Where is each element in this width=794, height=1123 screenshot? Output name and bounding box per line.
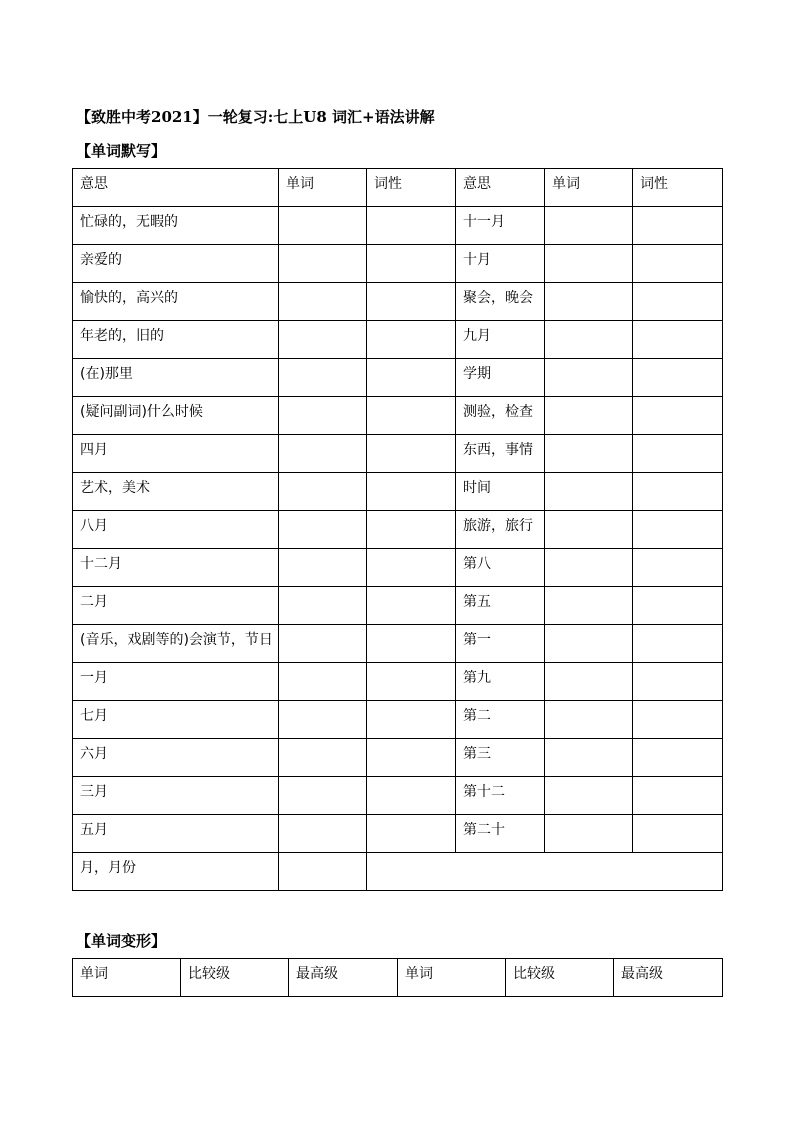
- meaning-cell: (疑问副词)什么时候: [73, 397, 279, 435]
- meaning-cell: 第二十: [456, 815, 545, 853]
- part-of-speech-answer-cell[interactable]: [633, 473, 723, 511]
- table-row: [73, 473, 723, 511]
- part-of-speech-answer-cell[interactable]: [367, 549, 456, 587]
- word-answer-cell[interactable]: [545, 359, 633, 397]
- word-answer-cell[interactable]: [279, 777, 367, 815]
- column-header: 词性: [633, 169, 723, 207]
- table-row: [73, 739, 723, 777]
- table-row: [73, 207, 723, 245]
- table-row: [73, 815, 723, 853]
- meaning-cell: 愉快的，高兴的: [73, 283, 279, 321]
- column-header: 最高级: [614, 959, 723, 997]
- part-of-speech-answer-cell[interactable]: [367, 739, 456, 777]
- word-answer-cell[interactable]: [279, 359, 367, 397]
- part-of-speech-answer-cell[interactable]: [633, 701, 723, 739]
- meaning-cell: (在)那里: [73, 359, 279, 397]
- part-of-speech-answer-cell[interactable]: [367, 511, 456, 549]
- meaning-cell: 第五: [456, 587, 545, 625]
- empty-merged-cell: [367, 853, 723, 891]
- part-of-speech-answer-cell[interactable]: [367, 359, 456, 397]
- table-row: [73, 625, 723, 663]
- meaning-cell: 学期: [456, 359, 545, 397]
- meaning-cell: 聚会，晚会: [456, 283, 545, 321]
- word-answer-cell[interactable]: [279, 739, 367, 777]
- meaning-cell: 时间: [456, 473, 545, 511]
- vocabulary-dictation-table: [72, 168, 723, 891]
- word-answer-cell[interactable]: [545, 511, 633, 549]
- word-answer-cell[interactable]: [545, 283, 633, 321]
- meaning-cell: 十月: [456, 245, 545, 283]
- meaning-cell: 七月: [73, 701, 279, 739]
- word-answer-cell[interactable]: [545, 207, 633, 245]
- meaning-cell: 二月: [73, 587, 279, 625]
- table-row: [73, 397, 723, 435]
- part-of-speech-answer-cell[interactable]: [633, 359, 723, 397]
- part-of-speech-answer-cell[interactable]: [367, 587, 456, 625]
- part-of-speech-answer-cell[interactable]: [633, 815, 723, 853]
- word-answer-cell[interactable]: [279, 397, 367, 435]
- table-row: [73, 359, 723, 397]
- section-heading-word-forms: 【单词变形】: [76, 932, 167, 950]
- word-answer-cell[interactable]: [545, 777, 633, 815]
- part-of-speech-answer-cell[interactable]: [633, 777, 723, 815]
- meaning-cell: 三月: [73, 777, 279, 815]
- part-of-speech-answer-cell[interactable]: [633, 397, 723, 435]
- meaning-cell: 五月: [73, 815, 279, 853]
- word-answer-cell[interactable]: [279, 473, 367, 511]
- word-answer-cell[interactable]: [545, 701, 633, 739]
- part-of-speech-answer-cell[interactable]: [367, 625, 456, 663]
- word-answer-cell[interactable]: [279, 701, 367, 739]
- part-of-speech-answer-cell[interactable]: [367, 473, 456, 511]
- part-of-speech-answer-cell[interactable]: [367, 321, 456, 359]
- meaning-cell: 六月: [73, 739, 279, 777]
- word-answer-cell[interactable]: [545, 815, 633, 853]
- word-answer-cell[interactable]: [545, 549, 633, 587]
- column-header: 单词: [279, 169, 367, 207]
- word-answer-cell[interactable]: [279, 663, 367, 701]
- meaning-cell: 九月: [456, 321, 545, 359]
- part-of-speech-answer-cell[interactable]: [367, 663, 456, 701]
- word-answer-cell[interactable]: [279, 625, 367, 663]
- table-row: [73, 853, 723, 891]
- column-header: 最高级: [289, 959, 398, 997]
- word-answer-cell[interactable]: [545, 625, 633, 663]
- word-answer-cell[interactable]: [545, 397, 633, 435]
- meaning-cell: 第八: [456, 549, 545, 587]
- meaning-cell: 旅游，旅行: [456, 511, 545, 549]
- table-row: [73, 245, 723, 283]
- meaning-cell: 月，月份: [73, 853, 279, 891]
- part-of-speech-answer-cell[interactable]: [367, 397, 456, 435]
- word-answer-cell[interactable]: [279, 207, 367, 245]
- word-answer-cell[interactable]: [279, 815, 367, 853]
- part-of-speech-answer-cell[interactable]: [633, 435, 723, 473]
- word-answer-cell[interactable]: [279, 511, 367, 549]
- word-answer-cell[interactable]: [279, 435, 367, 473]
- table-header-row: [73, 169, 723, 207]
- table-row: [73, 549, 723, 587]
- column-header: 词性: [367, 169, 456, 207]
- part-of-speech-answer-cell[interactable]: [633, 587, 723, 625]
- column-header: 单词: [73, 959, 181, 997]
- table-row: [73, 283, 723, 321]
- column-header: 比较级: [181, 959, 289, 997]
- table-row: [73, 587, 723, 625]
- column-header: 比较级: [506, 959, 614, 997]
- meaning-cell: 年老的，旧的: [73, 321, 279, 359]
- word-answer-cell[interactable]: [279, 853, 367, 891]
- column-header: 意思: [456, 169, 545, 207]
- table-row: [73, 321, 723, 359]
- table-row: [73, 777, 723, 815]
- part-of-speech-answer-cell[interactable]: [633, 245, 723, 283]
- part-of-speech-answer-cell[interactable]: [367, 435, 456, 473]
- column-header: 意思: [73, 169, 279, 207]
- part-of-speech-answer-cell[interactable]: [633, 549, 723, 587]
- part-of-speech-answer-cell[interactable]: [633, 207, 723, 245]
- part-of-speech-answer-cell[interactable]: [367, 777, 456, 815]
- word-answer-cell[interactable]: [545, 739, 633, 777]
- word-answer-cell[interactable]: [279, 587, 367, 625]
- word-answer-cell[interactable]: [545, 587, 633, 625]
- table-row: [73, 701, 723, 739]
- meaning-cell: 测验，检查: [456, 397, 545, 435]
- meaning-cell: 八月: [73, 511, 279, 549]
- document-title: 【致胜中考2021】一轮复习:七上U8 词汇+语法讲解: [76, 108, 435, 126]
- meaning-cell: 忙碌的，无暇的: [73, 207, 279, 245]
- table-header-row: [73, 959, 723, 997]
- column-header: 单词: [545, 169, 633, 207]
- word-answer-cell[interactable]: [279, 321, 367, 359]
- part-of-speech-answer-cell[interactable]: [367, 815, 456, 853]
- table-row: [73, 511, 723, 549]
- part-of-speech-answer-cell[interactable]: [633, 739, 723, 777]
- meaning-cell: (音乐，戏剧等的)会演节，节日: [73, 625, 279, 663]
- part-of-speech-answer-cell[interactable]: [367, 207, 456, 245]
- meaning-cell: 第九: [456, 663, 545, 701]
- meaning-cell: 四月: [73, 435, 279, 473]
- word-answer-cell[interactable]: [545, 321, 633, 359]
- part-of-speech-answer-cell[interactable]: [633, 511, 723, 549]
- meaning-cell: 东西，事情: [456, 435, 545, 473]
- part-of-speech-answer-cell[interactable]: [367, 701, 456, 739]
- word-answer-cell[interactable]: [279, 283, 367, 321]
- meaning-cell: 第一: [456, 625, 545, 663]
- word-forms-table: [72, 958, 723, 997]
- meaning-cell: 第三: [456, 739, 545, 777]
- meaning-cell: 第十二: [456, 777, 545, 815]
- section-heading-dictation: 【单词默写】: [76, 142, 167, 160]
- meaning-cell: 亲爱的: [73, 245, 279, 283]
- word-answer-cell[interactable]: [545, 473, 633, 511]
- meaning-cell: 一月: [73, 663, 279, 701]
- word-answer-cell[interactable]: [545, 245, 633, 283]
- table-row: [73, 663, 723, 701]
- word-answer-cell[interactable]: [545, 435, 633, 473]
- meaning-cell: 艺术，美术: [73, 473, 279, 511]
- part-of-speech-answer-cell[interactable]: [633, 625, 723, 663]
- part-of-speech-answer-cell[interactable]: [633, 283, 723, 321]
- part-of-speech-answer-cell[interactable]: [633, 321, 723, 359]
- word-answer-cell[interactable]: [279, 245, 367, 283]
- column-header: 单词: [398, 959, 506, 997]
- meaning-cell: 十二月: [73, 549, 279, 587]
- meaning-cell: 十一月: [456, 207, 545, 245]
- part-of-speech-answer-cell[interactable]: [367, 283, 456, 321]
- part-of-speech-answer-cell[interactable]: [633, 663, 723, 701]
- meaning-cell: 第二: [456, 701, 545, 739]
- part-of-speech-answer-cell[interactable]: [367, 245, 456, 283]
- table-row: [73, 435, 723, 473]
- word-answer-cell[interactable]: [279, 549, 367, 587]
- word-answer-cell[interactable]: [545, 663, 633, 701]
